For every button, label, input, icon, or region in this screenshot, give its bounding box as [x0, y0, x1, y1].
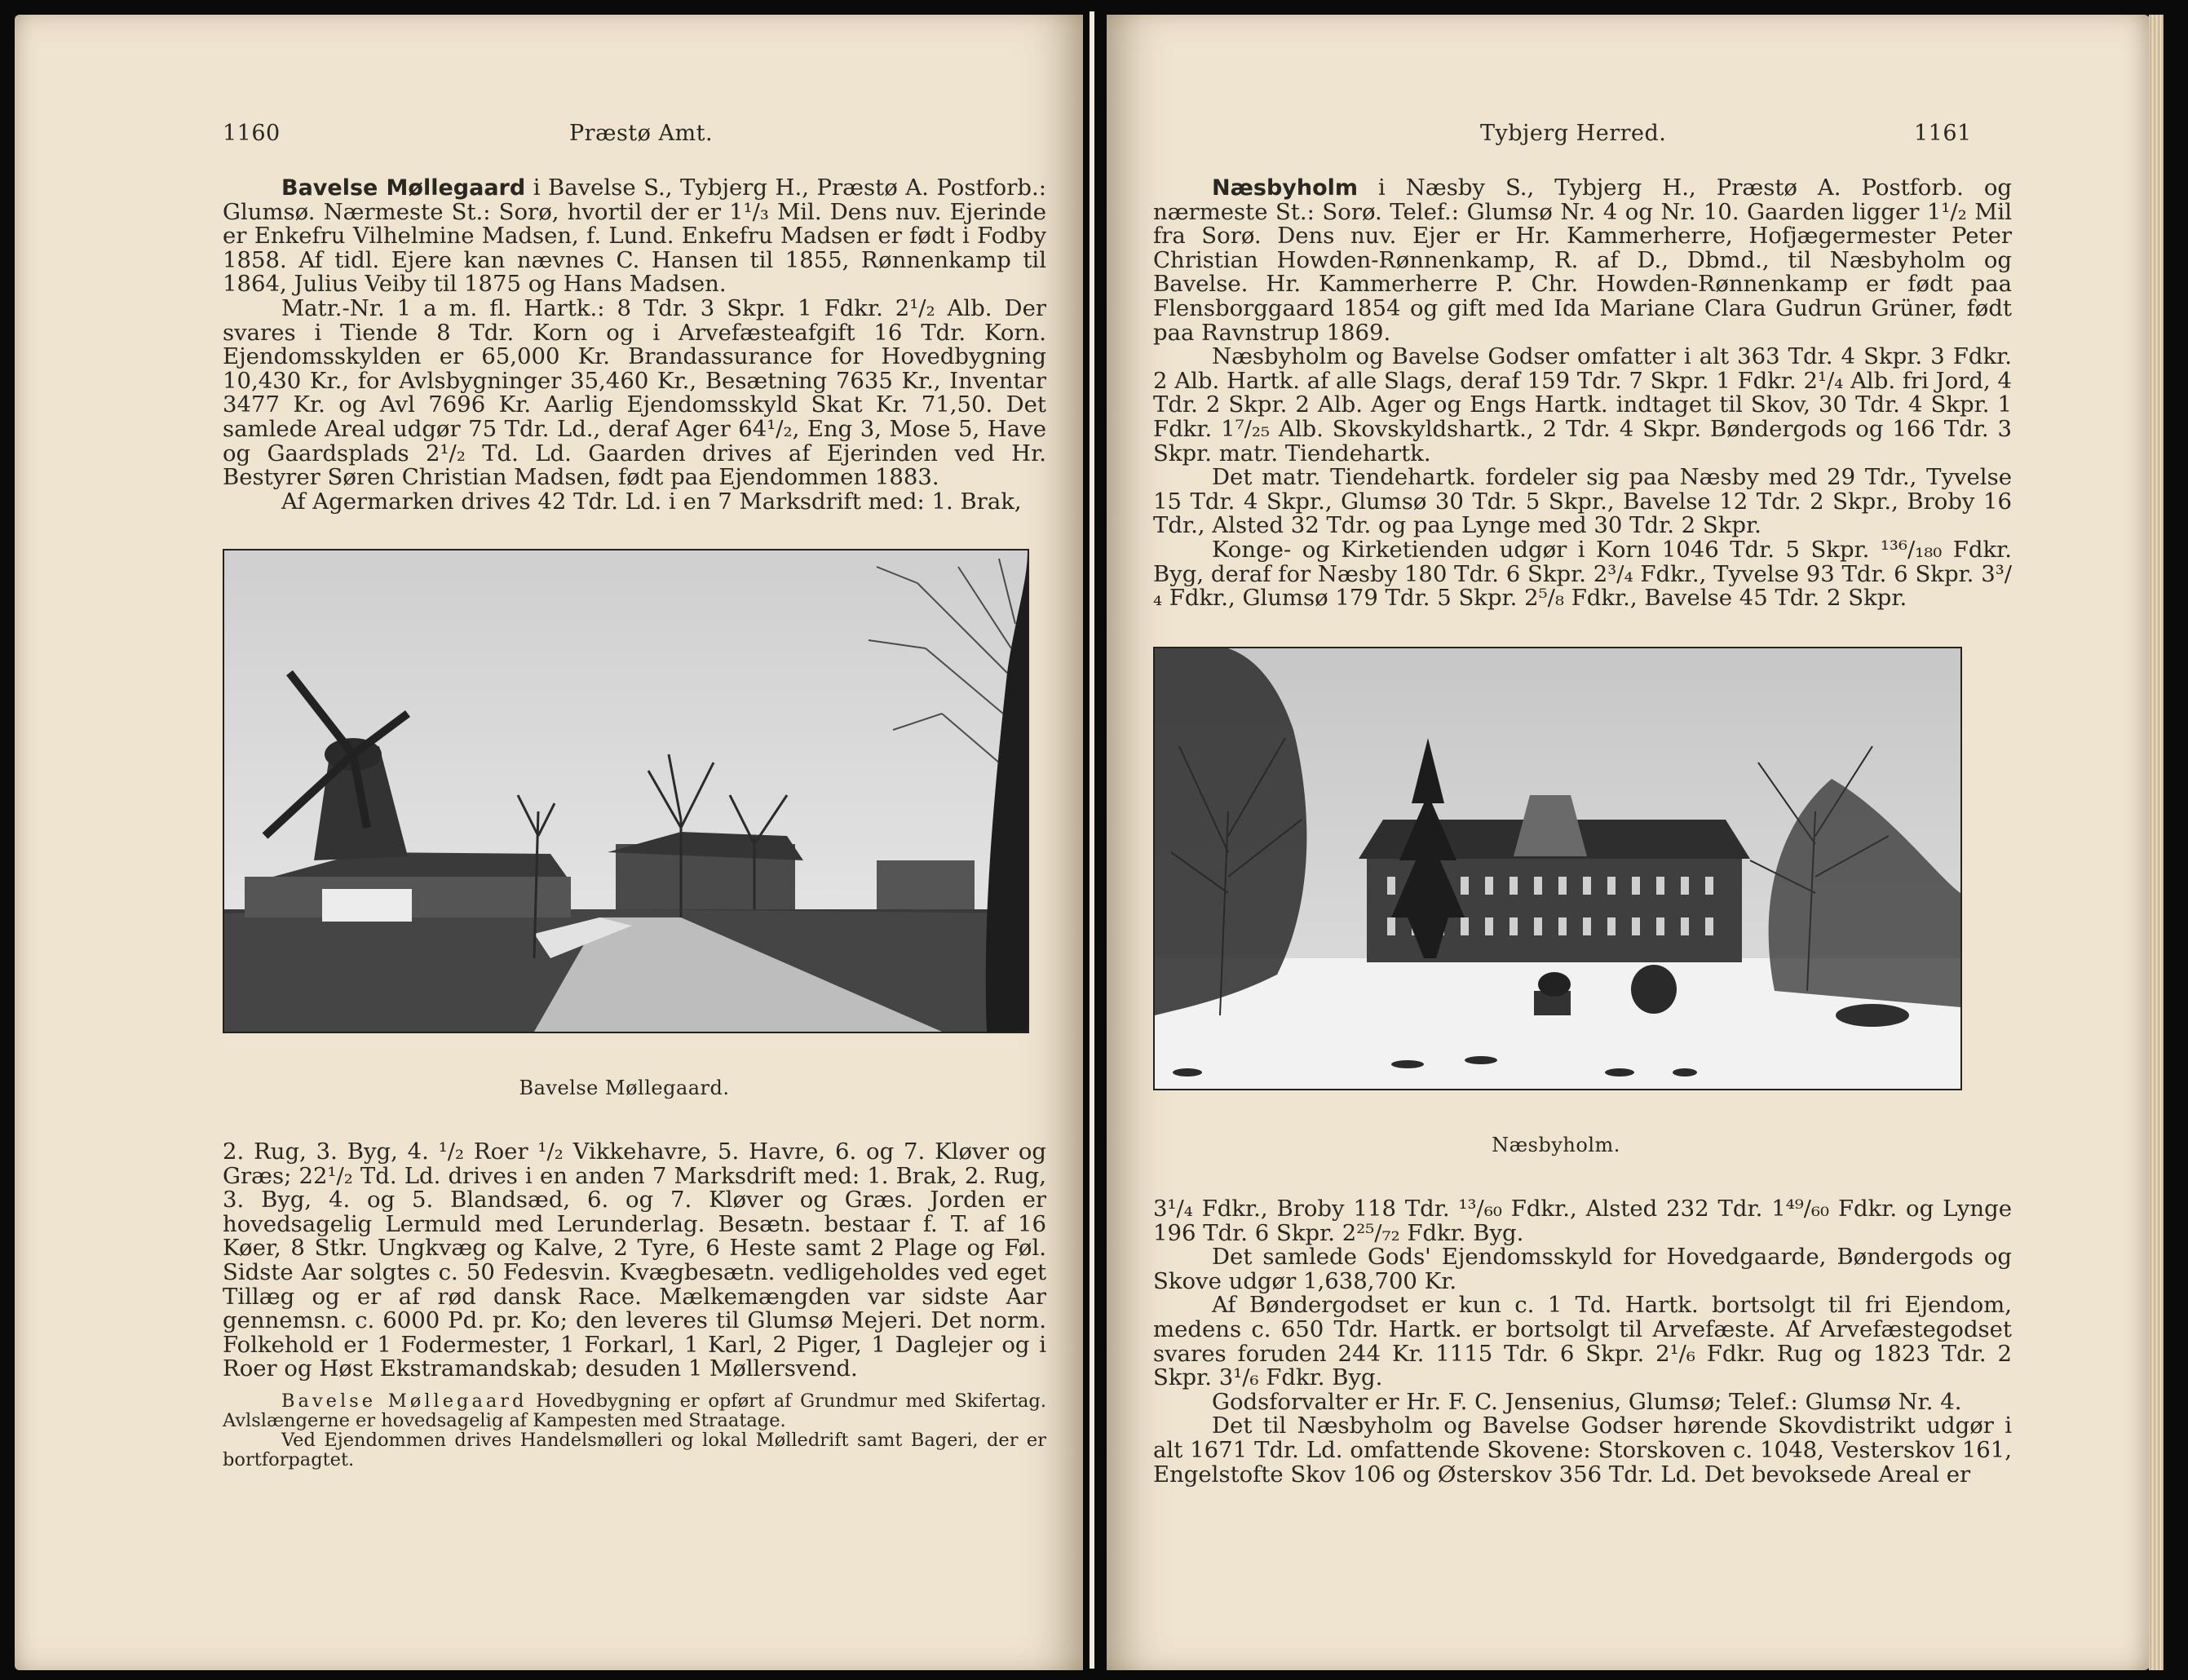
left-photo-caption: Bavelse Møllegaard. [519, 1077, 730, 1099]
right-running-head: Tybjerg Herred. [1480, 121, 1667, 146]
right-paragraph-intro: Næsbyholm i Næsby S., Tybjerg H., Præstø A. Postforb. og nærmeste St.: Sorø. Telef.: Glumsø Nr. 4 og Nr. 10. Gaarden ligger 1¹/₂ Mil fra Sorø. Dens nuv. Ejer er Hr. Kammerherre, Hofjægermester Peter Christian Howden-Rønnenkamp, R. af D., Dbmd., til Næsbyholm og Bavelse. Hr. Kammerherre P. Chr. Howden-Rønnenkamp er født paa Flensborggaard 1854 og gift med Ida Mariane Clara Gudrun Grüner, født paa Ravnstrup 1869. [1153, 175, 2012, 346]
photo-naesbyholm [1153, 647, 1962, 1090]
left-paragraph-continued: 2. Rug, 3. Byg, 4. ¹/₂ Roer ¹/₂ Vikkehavre, 5. Havre, 6. og 7. Kløver og Græs; 22¹/₂ Td. Ld. drives i en anden 7 Marksdrift med: 1. Brak, 2. Rug, 3. Byg, 4. og 5. Blandsæd, 6. og 7. Kløver og Græs. Jorden er hovedsagelig Lermuld med Lerunderlag. Besætn. bestaar f. T. af 16 Køer, 8 Stkr. Ungkvæg og Kalve, 2 Tyre, 6 Heste samt 2 Plage og Føl. Sidste Aar solgtes c. 50 Fedesvin. Kvægbesætn. vedligeholdes ved eget Tillæg og er af rød dansk Race. Mælkemængden var sidste Aar gennemsn. c. 6000 Pd. pr. Ko; den leveres til Glumsø Mejeri. Det norm. Folkehold er 1 Fodermester, 1 Forkarl, 1 Karl, 2 Piger, 1 Daglejer og i Roer og Høst Ekstramandskab; desuden 1 Møllersvend. [223, 1138, 1046, 1382]
right-paragraph-skovdistrikt: Det til Næsbyholm og Bavelse Godser hørende Skovdistrikt udgør i alt 1671 Tdr. Ld. omfattende Skovene: Storskoven c. 1048, Vesterskov 161, Engelstofte Skov 106 og Østerskov 356 Tdr. Ld. Det bevoksede Areal er [1153, 1413, 2012, 1488]
right-photo-caption: Næsbyholm. [1492, 1134, 1620, 1156]
left-footnotes [223, 1391, 1046, 1470]
right-page-number: 1161 [1914, 121, 1972, 146]
left-paragraph-matr: Matr.-Nr. 1 a m. fl. Hartk.: 8 Tdr. 3 Skpr. 1 Fdkr. 2¹/₂ Alb. Der svares i Tiende 8 Tdr. Korn og i Arvefæsteafgift 16 Tdr. Korn. Ejendomsskylden er 65,000 Kr. Brandassurance for Hovedbygning 10,430 Kr., for Avlsbygninger 35,460 Kr., Besætning 7635 Kr., Inventar 3477 Kr. og Avl 7696 Kr. Aarlig Ejendomsskyld Skat Kr. 71,50. Det samlede Areal udgør 75 Tdr. Ld., deraf Ager 64¹/₂, Eng 3, Mose 5, Have og Gaardsplads 2¹/₂ Td. Ld. Gaarden drives af Ejerinden ved Hr. Bestyrer Søren Christian Madsen, født paa Ejendommen 1883. [223, 294, 1046, 491]
left-page [15, 15, 1083, 1670]
page-stack-edge [2149, 15, 2164, 1670]
right-paragraph-bondergods: Af Bøndergodset er kun c. 1 Td. Hartk. bortsolgt til fri Ejendom, medens c. 650 Tdr. Hartk. er bortsolgt til Arvefæste. Af Arvefæstegodset svares foruden 244 Kr. 1115 Tdr. 6 Skpr. 2¹/₆ Fdkr. Rug og 1823 Tdr. 2 Skpr. 3¹/₆ Fdkr. Byg. [1153, 1292, 2012, 1391]
right-top-text [1153, 176, 2012, 611]
right-paragraph-continued: 3¹/₄ Fdkr., Broby 118 Tdr. ¹³/₆₀ Fdkr., Alsted 232 Tdr. 1⁴⁹/₆₀ Fdkr. og Lynge 196 Tdr. 6 Skpr. 2²⁵/₇₂ Fdkr. Byg. [1153, 1196, 2012, 1246]
footnote-handelsmolleri: Ved Ejendommen drives Handelsmølleri og lokal Mølledrift samt Bageri, der er bortforpagtet. [223, 1430, 1046, 1470]
book-gutter [1083, 0, 1107, 1680]
left-top-text [223, 176, 1046, 514]
right-paragraph-kongetiende: Konge- og Kirketienden udgør i Korn 1046 Tdr. 5 Skpr. ¹³⁶/₁₈₀ Fdkr. Byg, deraf for Næsby 180 Tdr. 6 Skpr. 2³/₄ Fdkr., Tyvelse 93 Tdr. 6 Skpr. 3³/₄ Fdkr., Glumsø 179 Tdr. 5 Skpr. 2⁵/₈ Fdkr., Bavelse 45 Tdr. 2 Skpr. [1153, 536, 2012, 612]
entry-title-bavelse: Bavelse Møllegaard [281, 175, 526, 201]
left-page-number: 1160 [223, 121, 281, 146]
right-paragraph-godser: Næsbyholm og Bavelse Godser omfatter i alt 363 Tdr. 4 Skpr. 3 Fdkr. 2 Alb. Hartk. af alle Slags, deraf 159 Tdr. 7 Skpr. 1 Fdkr. 2¹/₄ Alb. fri Jord, 4 Tdr. 2 Skpr. 2 Alb. Ager og Engs Hartk. indtaget til Skov, 30 Tdr. 4 Skpr. 1 Fdkr. 1⁷/₂₅ Alb. Skovskyldshartk., 2 Tdr. 4 Skpr. Bøndergods og 166 Tdr. 3 Skpr. matr. Tiendehartk. [1153, 343, 2012, 466]
left-paragraph-agermark: Af Agermarken drives 42 Tdr. Ld. i en 7 Marksdrift med: 1. Brak, [281, 488, 1022, 515]
right-bottom-text [1153, 1197, 2012, 1487]
left-bottom-text [223, 1140, 1046, 1382]
left-running-head: Præstø Amt. [569, 121, 714, 146]
right-paragraph-godsforvalter: Godsforvalter er Hr. F. C. Jensenius, Glumsø; Telef.: Glumsø Nr. 4. [1212, 1388, 1962, 1415]
right-page [1107, 15, 2150, 1670]
left-paragraph-intro: Bavelse Møllegaard i Bavelse S., Tybjerg H., Præstø A. Postforb.: Glumsø. Nærmeste St.: Sorø, hvortil der er 1¹/₃ Mil. Dens nuv. Ejerinde er Enkefru Vilhelmine Madsen, f. Lund. Enkefru Madsen er født i Fodby 1858. Af tidl. Ejere kan nævnes C. Hansen til 1855, Rønnenkamp til 1864, Julius Veiby til 1875 og Hans Madsen. [223, 175, 1046, 298]
right-paragraph-ejendomsskyld: Det samlede Gods' Ejendomsskyld for Hovedgaarde, Bøndergods og Skove udgør 1,638,700 Kr. [1153, 1244, 2012, 1294]
footnote-hovedbygning: Bavelse Møllegaard Hovedbygning er opført af Grundmur med Skifertag. Avlslængerne er hovedsagelig af Kampesten med Straatage. [223, 1390, 1046, 1431]
right-paragraph-tiendehartk: Det matr. Tiendehartk. fordeler sig paa Næsby med 29 Tdr., Tyvelse 15 Tdr. 4 Skpr., Glumsø 30 Tdr. 5 Skpr., Bavelse 12 Tdr. 2 Skpr., Broby 16 Tdr., Alsted 32 Tdr. og paa Lynge med 30 Tdr. 2 Skpr. [1153, 464, 2012, 539]
photo-bavelse-mollegaard [223, 549, 1029, 1033]
entry-title-naesbyholm: Næsbyholm [1212, 175, 1359, 201]
